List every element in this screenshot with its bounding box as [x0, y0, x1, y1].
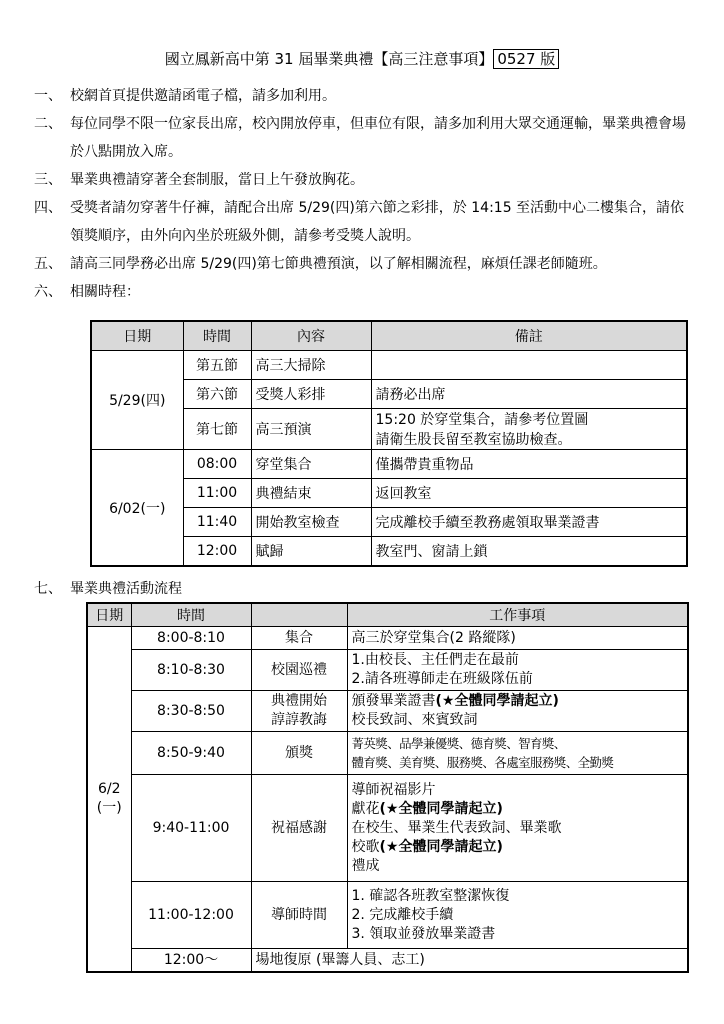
item-cell: 校園巡禮	[251, 650, 347, 691]
content-cell: 高三大掃除	[251, 351, 371, 380]
table-row	[91, 351, 687, 380]
task-line	[352, 838, 684, 857]
item-text: 相關時程：	[70, 284, 140, 300]
stand-note: (★全體同學請起立)	[379, 800, 503, 817]
task-cell	[347, 775, 688, 882]
header-time: 時間	[183, 321, 251, 351]
task-line: 2. 完成離校手續	[351, 906, 454, 923]
table-row	[87, 732, 688, 775]
version-label: 0527 版	[493, 49, 559, 69]
task-line: 2.請各班導師走在班級隊伍前	[351, 671, 533, 687]
header-date: 日期	[91, 321, 183, 351]
table-row	[87, 775, 688, 882]
table-row	[91, 450, 687, 479]
table-header-row	[87, 603, 688, 627]
header-date: 日期	[87, 603, 131, 627]
title-text: 國立鳳新高中第 31 屆畢業典禮【高三注意事項】	[164, 50, 494, 68]
task-cell: 高三於穿堂集合(2 路縱隊)	[347, 627, 688, 650]
task-line	[352, 692, 684, 711]
table-row	[87, 882, 688, 949]
content-cell: 受獎人彩排	[251, 380, 371, 409]
date-cell: 5/29(四)	[91, 351, 183, 450]
time-cell: 11:00	[183, 479, 251, 508]
task-line	[352, 800, 684, 819]
item-cell	[251, 691, 347, 732]
time-cell: 8:50-9:40	[131, 732, 251, 775]
item-number: 六、	[34, 284, 62, 300]
ceremony-flow-table	[86, 602, 689, 973]
task-line: 1. 確認各班教室整潔恢復	[351, 887, 510, 904]
table-row	[87, 627, 688, 650]
list-item	[34, 82, 694, 110]
task-cell	[347, 882, 688, 949]
date-cell: 6/02(一)	[91, 450, 183, 567]
task-text: 校歌	[351, 838, 380, 855]
table-row	[87, 691, 688, 732]
header-time: 時間	[131, 603, 251, 627]
date-line: (一)	[96, 800, 122, 816]
time-cell: 11:00-12:00	[131, 882, 251, 949]
note-cell: 完成離校手續至教務處領取畢業證書	[371, 508, 687, 537]
time-cell: 第七節	[183, 409, 251, 450]
item-text: 畢業典禮請穿著全套制服，當日上午發放胸花。	[70, 172, 364, 188]
schedule-table	[90, 320, 688, 567]
stand-note: (★全體同學請起立)	[379, 838, 503, 855]
item-number: 五、	[34, 256, 62, 272]
notice-list	[34, 82, 694, 306]
item-cell: 集合	[251, 627, 347, 650]
task-line: 在校生、畢業生代表致詞、畢業歌	[351, 819, 562, 836]
time-cell: 8:30-8:50	[131, 691, 251, 732]
content-cell: 賦歸	[251, 537, 371, 567]
time-cell: 12:00	[183, 537, 251, 567]
task-cell	[347, 650, 688, 691]
task-line: 1.由校長、主任們走在最前	[351, 652, 519, 668]
item-cell: 導師時間	[251, 882, 347, 949]
section-heading	[34, 575, 694, 603]
note-cell	[371, 409, 687, 450]
item-text: 每位同學不限一位家長出席，校內開放停車，但車位有限，請多加利用大眾交通運輸，畢業典禮會場於八點開放入席。	[70, 116, 686, 160]
task-cell	[347, 732, 688, 775]
item-number: 四、	[34, 200, 62, 216]
date-cell	[87, 627, 131, 973]
note-cell	[371, 351, 687, 380]
task-cell	[347, 691, 688, 732]
item-number: 七、	[34, 581, 62, 597]
list-item	[34, 250, 694, 278]
table-header-row	[91, 321, 687, 351]
time-cell: 第六節	[183, 380, 251, 409]
item-text: 畢業典禮活動流程	[70, 581, 182, 597]
time-cell: 8:00-8:10	[131, 627, 251, 650]
time-cell: 9:40-11:00	[131, 775, 251, 882]
time-cell: 08:00	[183, 450, 251, 479]
header-item	[251, 603, 347, 627]
time-cell: 第五節	[183, 351, 251, 380]
note-cell: 教室門、窗請上鎖	[371, 537, 687, 567]
task-text: 頒發畢業證書	[351, 693, 436, 709]
note-cell: 請務必出席	[371, 380, 687, 409]
time-cell: 8:10-8:30	[131, 650, 251, 691]
stand-note: (★全體同學請起立)	[435, 693, 559, 709]
time-cell: 11:40	[183, 508, 251, 537]
item-line: 典禮開始	[271, 693, 327, 709]
item-number: 一、	[34, 88, 62, 104]
table-row	[87, 949, 688, 973]
item-cell: 頒獎	[251, 732, 347, 775]
task-cell: 場地復原 (畢籌人員、志工)	[251, 949, 688, 973]
note-cell: 返回教室	[371, 479, 687, 508]
item-text: 請高三同學務必出席 5/29(四)第七節典禮預演，以了解相關流程，麻煩任課老師隨班。	[70, 256, 607, 272]
table-row	[87, 650, 688, 691]
item-number: 二、	[34, 116, 62, 132]
content-cell: 穿堂集合	[251, 450, 371, 479]
item-cell: 祝福感謝	[251, 775, 347, 882]
header-note: 備註	[371, 321, 687, 351]
task-text: 獻花	[351, 800, 380, 817]
task-line: 體育獎、美育獎、服務獎、各處室服務獎、全勤獎	[351, 755, 614, 770]
content-cell: 高三預演	[251, 409, 371, 450]
item-text: 受獎者請勿穿著牛仔褲，請配合出席 5/29(四)第六節之彩排，於 14:15 至活動中心二樓集合，請依領獎順序，由外向內坐於班級外側，請參考受獎人說明。	[70, 200, 685, 244]
note-line: 15:20 於穿堂集合，請參考位置圖	[375, 412, 589, 428]
list-item	[34, 110, 694, 166]
content-cell: 典禮結束	[251, 479, 371, 508]
task-line: 3. 領取並發放畢業證書	[351, 925, 496, 942]
header-content: 內容	[251, 321, 371, 351]
item-line: 諄諄教誨	[271, 712, 327, 728]
list-item	[34, 166, 694, 194]
item-number: 三、	[34, 172, 62, 188]
task-line: 導師祝福影片	[351, 781, 436, 798]
content-cell: 開始教室檢查	[251, 508, 371, 537]
note-line: 請衛生股長留至教室協助檢查。	[375, 432, 572, 448]
list-item	[34, 278, 694, 306]
page-title	[0, 48, 724, 70]
header-task: 工作事項	[347, 603, 688, 627]
item-text: 校網首頁提供邀請函電子檔，請多加利用。	[70, 88, 336, 104]
note-cell: 僅攜帶貴重物品	[371, 450, 687, 479]
list-item	[34, 194, 694, 250]
task-line: 菁英獎、品學兼優獎、德育獎、智育獎、	[351, 736, 566, 751]
date-line: 6/2	[97, 781, 121, 797]
task-line: 禮成	[351, 857, 380, 874]
time-cell: 12:00～	[131, 949, 251, 973]
task-line: 校長致詞、來賓致詞	[351, 712, 478, 728]
